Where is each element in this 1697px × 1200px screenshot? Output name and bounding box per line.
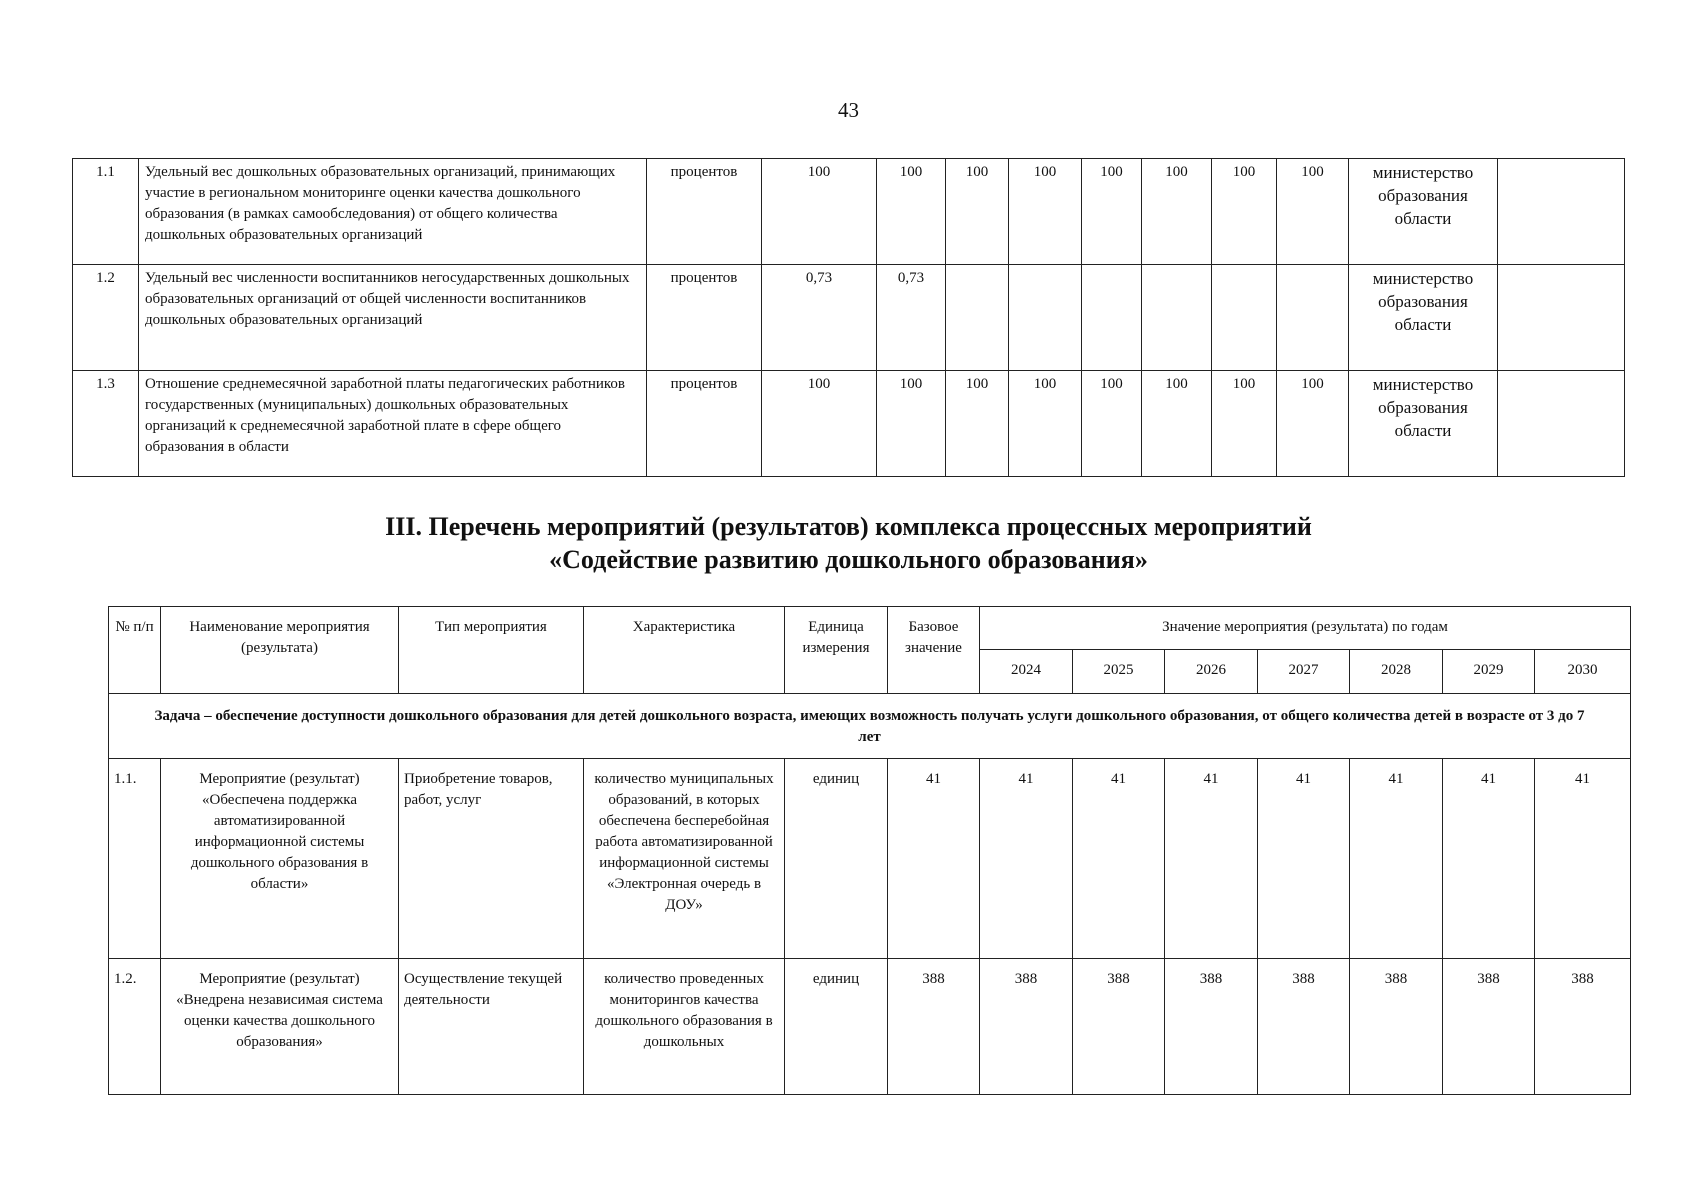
- indicator-value: [946, 265, 1009, 371]
- measure-year-value: 388: [1258, 959, 1350, 1095]
- year-header: 2027: [1258, 650, 1350, 694]
- measure-year-value: 41: [1443, 759, 1535, 959]
- measure-name: Мероприятие (результат) «Обеспечена поддержка автоматизированной информационной системы дошкольного образования в области»: [161, 759, 399, 959]
- measure-year-value: 388: [1443, 959, 1535, 1095]
- indicator-value: [1142, 265, 1212, 371]
- indicator-name: Удельный вес численности воспитанников негосударственных дошкольных образовательных организаций от общей численности воспитанников дошкольных образовательных организаций: [139, 265, 647, 371]
- indicator-unit: процентов: [647, 159, 762, 265]
- measure-unit: единиц: [785, 759, 888, 959]
- measure-year-value: 388: [980, 959, 1073, 1095]
- year-header: 2030: [1535, 650, 1631, 694]
- indicator-value: 100: [1082, 159, 1142, 265]
- measure-year-value: 41: [1350, 759, 1443, 959]
- indicator-unit: процентов: [647, 371, 762, 477]
- year-header: 2028: [1350, 650, 1443, 694]
- measure-year-value: 388: [1165, 959, 1258, 1095]
- measure-name: Мероприятие (результат) «Внедрена независимая система оценки качества дошкольного образования»: [161, 959, 399, 1095]
- measure-type: Осуществление текущей деятельности: [399, 959, 584, 1095]
- indicator-responsible: министерство образования области: [1349, 371, 1498, 477]
- header-characteristic: Характеристика: [584, 607, 785, 694]
- indicator-value: 100: [1082, 371, 1142, 477]
- indicator-row: [73, 371, 1625, 477]
- indicator-value: 100: [1277, 159, 1349, 265]
- section-title-line1: III. Перечень мероприятий (результатов) комплекса процессных мероприятий: [385, 512, 1312, 541]
- section-title: [0, 510, 1697, 576]
- indicator-note: [1498, 371, 1625, 477]
- measure-year-value: 41: [980, 759, 1073, 959]
- indicator-value: 100: [1009, 159, 1082, 265]
- indicator-value: 100: [1142, 159, 1212, 265]
- indicator-value: [1009, 265, 1082, 371]
- measure-year-value: 41: [1165, 759, 1258, 959]
- indicator-number: 1.2: [73, 265, 139, 371]
- indicator-note: [1498, 159, 1625, 265]
- year-header: 2025: [1073, 650, 1165, 694]
- indicator-value: [1277, 265, 1349, 371]
- measure-number: 1.1.: [109, 759, 161, 959]
- indicator-value: 100: [1277, 371, 1349, 477]
- header-row: [109, 607, 1631, 650]
- measure-characteristic: количество муниципальных образований, в которых обеспечена бесперебойная работа автоматизированной информационной системы «Электронная очередь в ДОУ»: [584, 759, 785, 959]
- section-title-line2: «Содействие развитию дошкольного образования»: [549, 545, 1148, 574]
- indicator-number: 1.3: [73, 371, 139, 477]
- indicator-value: 0,73: [877, 265, 946, 371]
- task-text: Задача – обеспечение доступности дошкольного образования для детей дошкольного возраста, имеющих возможность получать услуги дошкольного образования, от общего количества детей в возрасте от 3 до 7 лет: [109, 694, 1631, 759]
- year-header: 2024: [980, 650, 1073, 694]
- header-num: № п/п: [109, 607, 161, 694]
- indicator-name: Удельный вес дошкольных образовательных организаций, принимающих участие в региональном мониторинге оценки качества дошкольного образования (в рамках самообследования) от общего количества дошкольных образовательных организаций: [139, 159, 647, 265]
- indicator-value: [1082, 265, 1142, 371]
- indicator-note: [1498, 265, 1625, 371]
- measure-type: Приобретение товаров, работ, услуг: [399, 759, 584, 959]
- measure-year-value: 41: [1535, 759, 1631, 959]
- year-header: 2029: [1443, 650, 1535, 694]
- indicator-value: 0,73: [762, 265, 877, 371]
- task-row: [109, 694, 1631, 759]
- indicator-number: 1.1: [73, 159, 139, 265]
- measure-year-value: 388: [1073, 959, 1165, 1095]
- indicator-value: 100: [877, 371, 946, 477]
- measure-base-value: 388: [888, 959, 980, 1095]
- indicator-value: 100: [946, 159, 1009, 265]
- indicator-row: [73, 265, 1625, 371]
- header-base: Базовое значение: [888, 607, 980, 694]
- indicator-responsible: министерство образования области: [1349, 265, 1498, 371]
- measure-year-value: 41: [1258, 759, 1350, 959]
- indicator-unit: процентов: [647, 265, 762, 371]
- indicator-value: 100: [877, 159, 946, 265]
- header-unit: Единица измерения: [785, 607, 888, 694]
- indicator-row: [73, 159, 1625, 265]
- measure-row: [109, 759, 1631, 959]
- measure-year-value: 388: [1535, 959, 1631, 1095]
- indicator-value: 100: [762, 371, 877, 477]
- measure-unit: единиц: [785, 959, 888, 1095]
- indicator-value: 100: [946, 371, 1009, 477]
- measure-base-value: 41: [888, 759, 980, 959]
- indicator-value: [1212, 265, 1277, 371]
- indicator-value: 100: [1212, 371, 1277, 477]
- measures-table: [108, 606, 1631, 1095]
- header-values-by-year: Значение мероприятия (результата) по годам: [980, 607, 1631, 650]
- indicator-name: Отношение среднемесячной заработной платы педагогических работников государственных (муниципальных) дошкольных образовательных организаций к среднемесячной заработной плате в сфере общего образования в области: [139, 371, 647, 477]
- measure-row: [109, 959, 1631, 1095]
- page-number: 43: [838, 98, 859, 122]
- year-header: 2026: [1165, 650, 1258, 694]
- indicator-value: 100: [1142, 371, 1212, 477]
- measure-year-value: 41: [1073, 759, 1165, 959]
- measure-characteristic: количество проведенных мониторингов качества дошкольного образования в дошкольных: [584, 959, 785, 1095]
- indicator-value: 100: [1212, 159, 1277, 265]
- header-type: Тип мероприятия: [399, 607, 584, 694]
- indicators-table: [72, 158, 1625, 477]
- header-name: Наименование мероприятия (результата): [161, 607, 399, 694]
- indicator-value: 100: [1009, 371, 1082, 477]
- measure-number: 1.2.: [109, 959, 161, 1095]
- indicator-value: 100: [762, 159, 877, 265]
- indicator-responsible: министерство образования области: [1349, 159, 1498, 265]
- measure-year-value: 388: [1350, 959, 1443, 1095]
